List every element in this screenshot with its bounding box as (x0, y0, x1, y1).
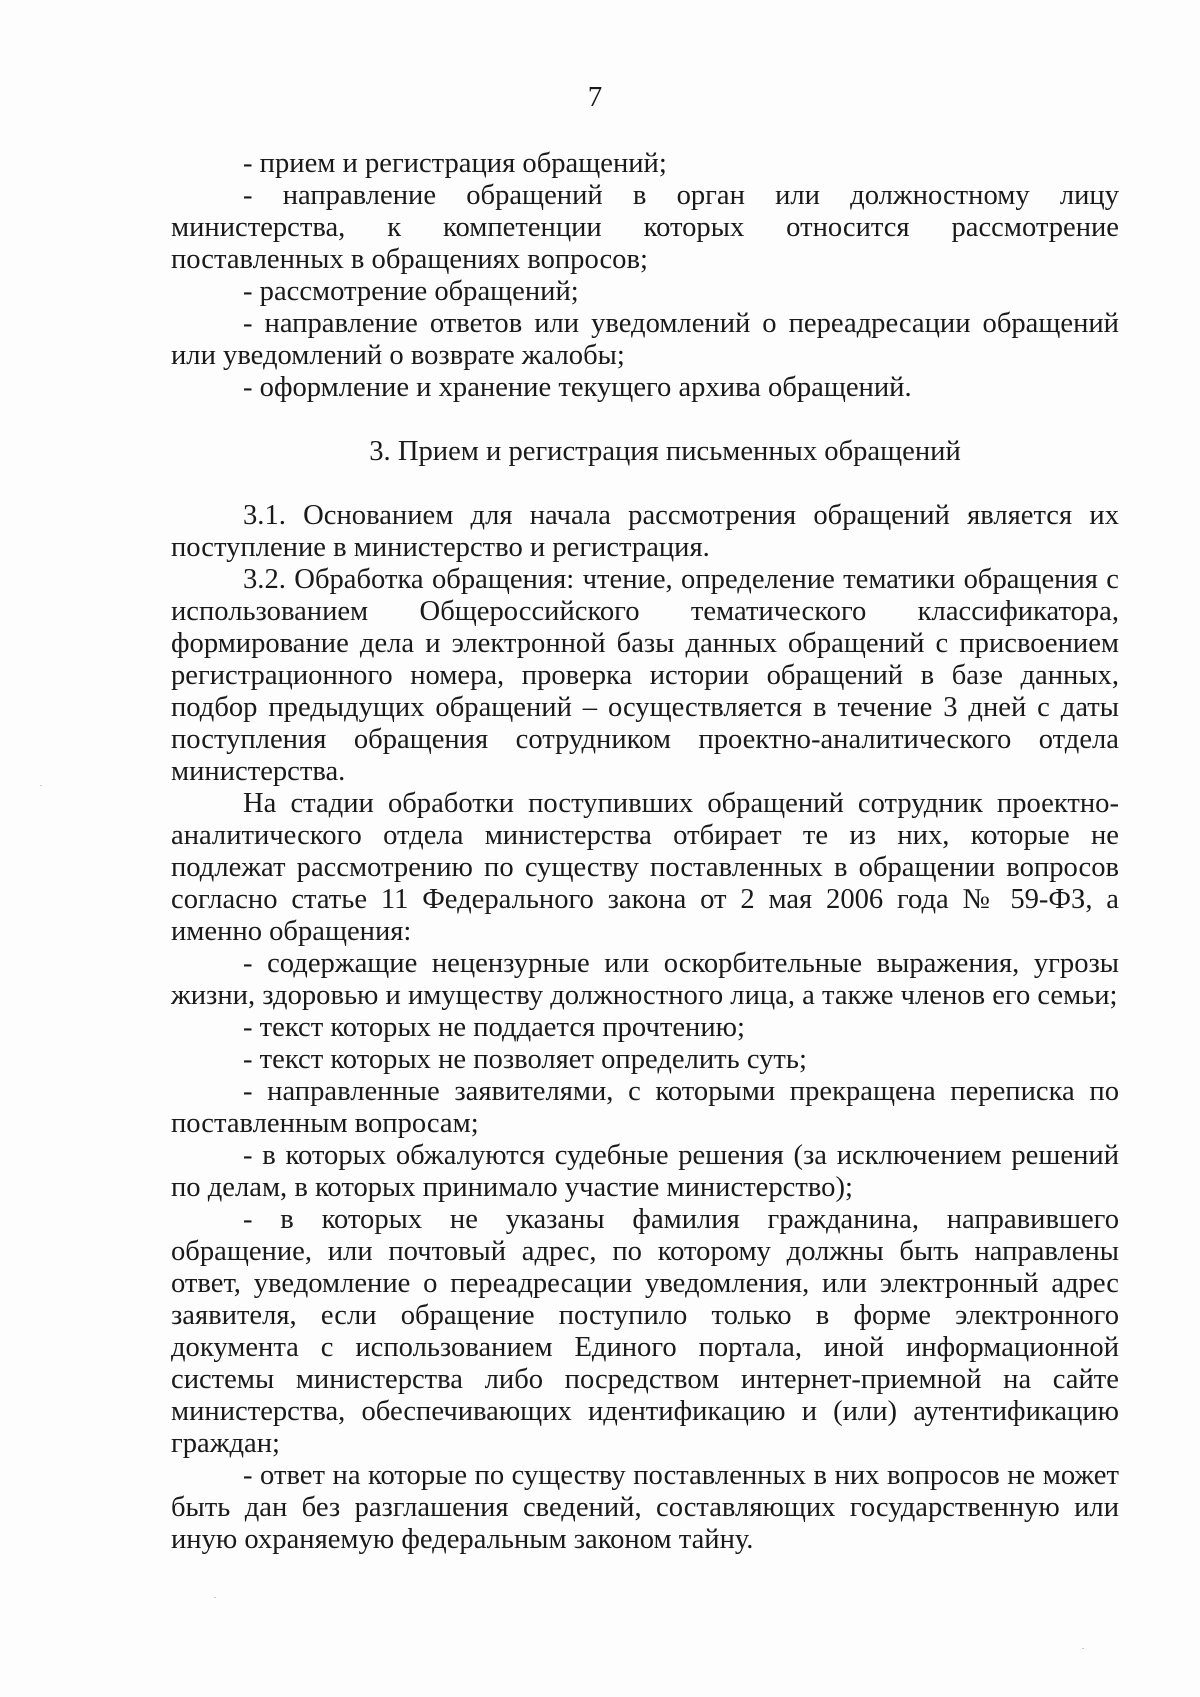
list-item-terminated-correspondence: - направленные заявителями, с которыми прекращена переписка по поставленным вопросам; (171, 1076, 1119, 1139)
paragraph-3-1: 3.1. Основанием для начала рассмотрения обращений является их поступление в министерство и регистрация. (171, 500, 1119, 563)
list-item-no-name-address: - в которых не указаны фамилия гражданина, направившего обращение, или почтовый адрес, по которому должны быть направлены ответ, уведомление о переадресации уведомления, или электронный адрес заявителя, если обращение поступило только в форме электронного документа с использованием Единого портала, иной информационной системы министерства либо посредством интернет-приемной на сайте министерства, обеспечивающих идентификацию и (или) аутентификацию граждан; (171, 1204, 1119, 1459)
scan-speck (214, 1597, 216, 1598)
scan-speck (1082, 1648, 1084, 1649)
section-heading: 3. Прием и регистрация письменных обращений (369, 436, 961, 467)
list-item-review: - рассмотрение обращений; (243, 276, 579, 307)
paragraph-3-2: 3.2. Обработка обращения: чтение, определение тематики обращения с использованием Общероссийского тематического классификатора, формирование дела и электронной базы данных обращений с присвоением регистрационного номера, проверка истории обращений в базе данных, подбор предыдущих обращений – осуществляется в течение 3 дней с даты поступления обращения сотрудником проектно-аналитического отдела министерства. (171, 564, 1119, 787)
list-item-forwarding: - направление обращений в орган или должностному лицу министерства, к компетенции которых относится рассмотрение поставленных в обращениях вопросов; (171, 180, 1119, 275)
paragraph-processing-stage: На стадии обработки поступивших обращений сотрудник проектно-аналитического отдела министерства отбирает те из них, которые не подлежат рассмотрению по существу поставленных в обращении вопросов согласно статье 11 Федерального закона от 2 мая 2006 года № 59-ФЗ, а именно обращения: (171, 788, 1119, 947)
list-item-unreadable: - текст которых не поддается прочтению; (243, 1012, 745, 1043)
document-body (171, 148, 1119, 1556)
list-item-secret-info: - ответ на которые по существу поставленных в них вопросов не может быть дан без разглашения сведений, составляющих государственную или иную охраняемую федеральным законом тайну. (171, 1460, 1119, 1555)
scan-speck (40, 785, 42, 786)
list-item-archive: - оформление и хранение текущего архива обращений. (243, 372, 912, 403)
list-item-reception: - прием и регистрация обращений; (243, 148, 667, 179)
list-item-offensive: - содержащие нецензурные или оскорбительные выражения, угрозы жизни, здоровью и имуществу должностного лица, а также членов его семьи; (171, 948, 1119, 1011)
list-item-unclear: - текст которых не позволяет определить суть; (243, 1044, 807, 1075)
list-item-responses: - направление ответов или уведомлений о переадресации обращений или уведомлений о возврате жалобы; (171, 308, 1119, 371)
list-item-court-decisions: - в которых обжалуются судебные решения (за исключением решений по делам, в которых принимало участие министерство); (171, 1140, 1119, 1203)
page-number: 7 (587, 81, 603, 113)
